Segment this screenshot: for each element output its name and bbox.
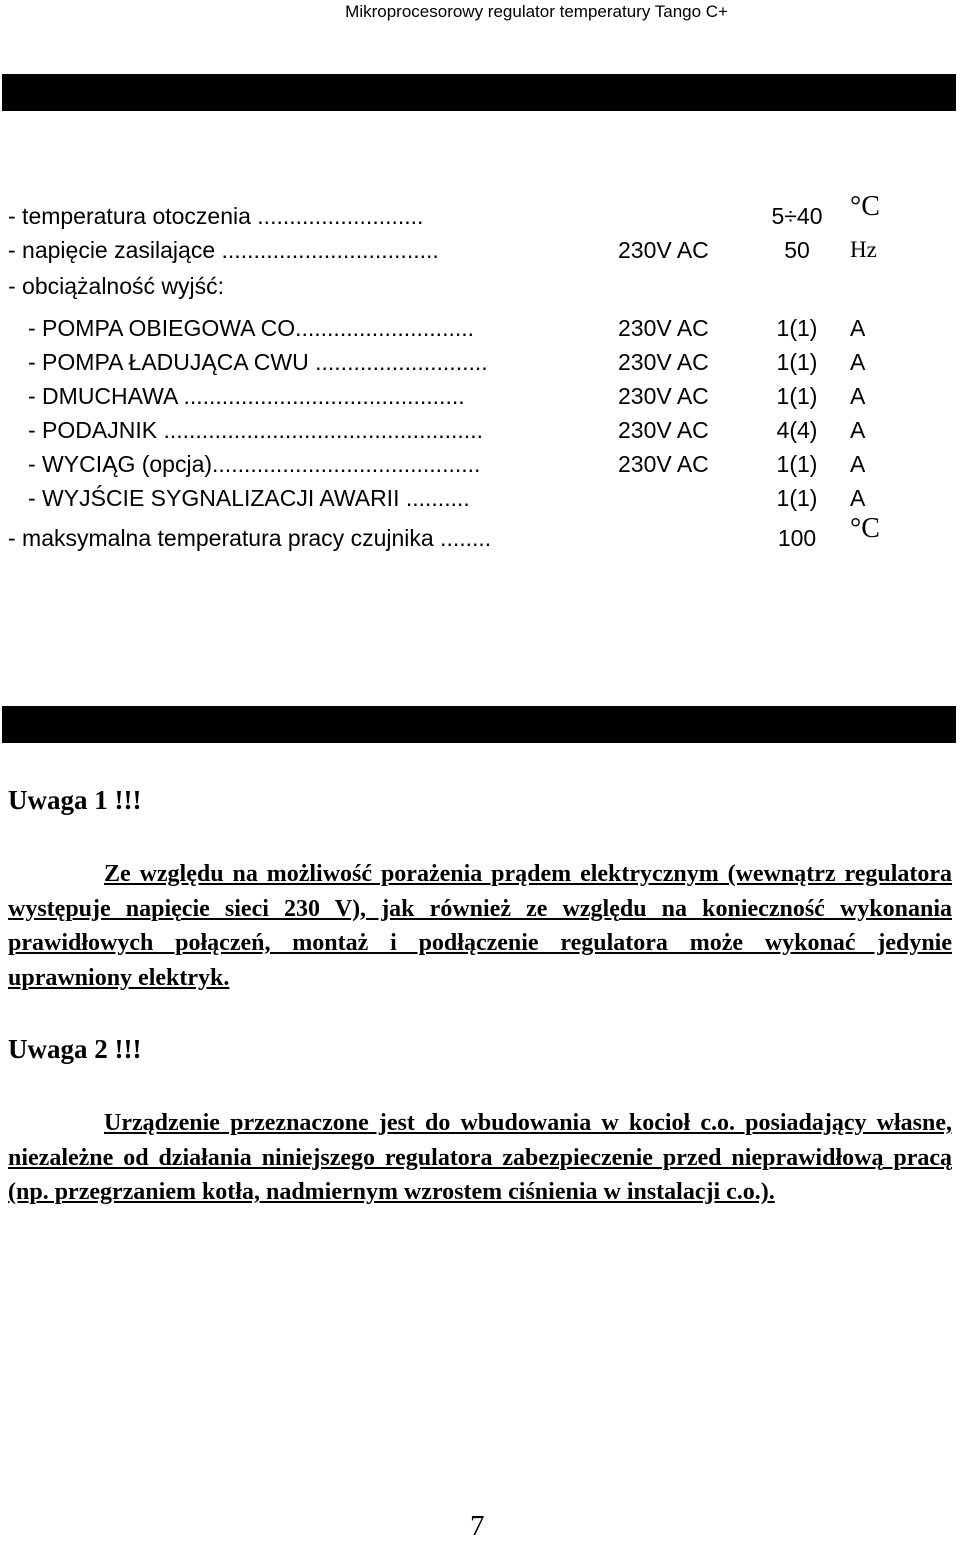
note-2-title: Uwaga 2 !!! — [8, 1034, 142, 1064]
spec-label: - DMUCHAWA ............................................ — [28, 383, 465, 409]
note-2-text: Urządzenie przeznaczone jest do wbudowania w kocioł c.o. posiadający własne, niezależne od działania niniejszego regulatora zabezpieczenie przed nieprawidłową pracą (np. przegrzaniem kotła, nadmiernym wzrostem ciśnienia w instalacji c.o.). — [8, 1110, 952, 1205]
spec-voltage: 230V AC — [618, 315, 709, 341]
spec-unit: A — [850, 417, 866, 443]
spec-unit: Hz — [850, 237, 877, 262]
spec-voltage: 230V AC — [618, 349, 709, 375]
spec-label: - obciążalność wyjść: — [8, 273, 225, 299]
spec-label: - maksymalna temperatura pracy czujnika ........ — [8, 525, 492, 551]
spec-unit: °C — [850, 513, 880, 544]
spec-label: - POMPA OBIEGOWA CO............................ — [28, 315, 475, 341]
spec-unit: A — [850, 485, 866, 511]
spec-value: 100 — [777, 525, 817, 551]
spec-value: 1(1) — [776, 383, 818, 409]
section-heading-banner — [2, 706, 956, 743]
spec-value: 5÷40 — [771, 203, 823, 229]
spec-voltage: 230V AC — [618, 383, 709, 409]
spec-value: 1(1) — [776, 349, 818, 375]
spec-value: 1(1) — [776, 485, 818, 511]
section-4-heading: IV. WARUNKI PRACY — [24, 75, 339, 110]
spec-unit: A — [850, 315, 866, 341]
spec-voltage: 230V AC — [618, 237, 709, 263]
spec-unit: A — [850, 349, 866, 375]
section-5-heading: V. MONTAŻ I PODŁĄCZENIE. — [24, 707, 458, 742]
spec-label: - POMPA ŁADUJĄCA CWU ........................... — [28, 349, 488, 375]
spec-unit: °C — [850, 191, 880, 222]
spec-unit: A — [850, 383, 866, 409]
spec-value: 1(1) — [776, 451, 818, 477]
spec-value: 1(1) — [776, 315, 818, 341]
page-number: 7 — [470, 1510, 485, 1542]
spec-value: 50 — [784, 237, 810, 263]
document-header-title: Mikroprocesorowy regulator temperatury Tango C+ — [345, 2, 728, 21]
spec-label: - temperatura otoczenia .......................... — [8, 203, 424, 229]
spec-label: - napięcie zasilające .................................. — [8, 237, 439, 263]
section-heading-banner — [2, 74, 956, 111]
spec-unit: A — [850, 451, 866, 477]
spec-voltage: 230V AC — [618, 417, 709, 443]
spec-label: - WYJŚCIE SYGNALIZACJI AWARII .......... — [28, 485, 470, 511]
spec-label: - PODAJNIK .................................................. — [28, 417, 483, 443]
spec-label: - WYCIĄG (opcja).......................................... — [28, 451, 481, 477]
note-1-text: Ze względu na możliwość porażenia prądem elektrycznym (wewnątrz regulatora występuje napięcie sieci 230 V), jak również ze względu na konieczność wykonania prawidłowych połączeń, montaż i podłączenie regulatora może wykonać jedynie uprawniony elektryk. — [8, 861, 952, 991]
spec-value: 4(4) — [776, 417, 818, 443]
note-1-title: Uwaga 1 !!! — [8, 785, 142, 815]
spec-voltage: 230V AC — [618, 451, 709, 477]
